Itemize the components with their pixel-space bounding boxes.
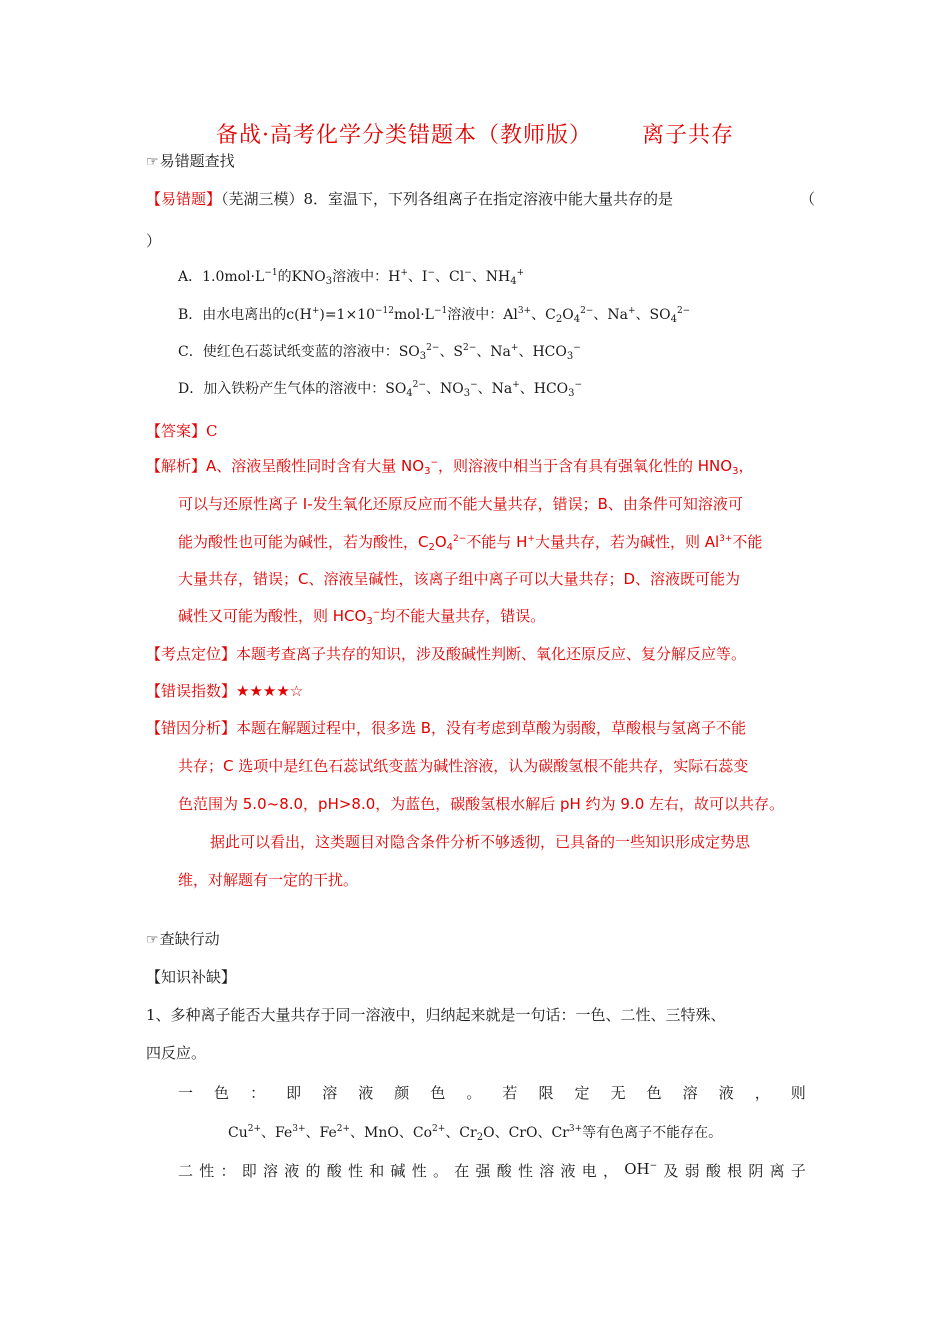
erxing-char: 性 [518, 1162, 534, 1180]
erxing-char: 离 [769, 1162, 785, 1180]
yise-char: 一 [178, 1084, 194, 1102]
erxing-char: OH− [624, 1160, 658, 1178]
yise-char: 限 [538, 1084, 554, 1102]
yise-char: 定 [574, 1084, 590, 1102]
erxing-char: 根 [727, 1162, 743, 1180]
yise-char: 即 [286, 1084, 302, 1102]
kaodian-line: 【考点定位】本题考查离子共存的知识，涉及酸碱性判断、氧化还原反应、复分解反应等。 [146, 645, 747, 663]
analysis-line-1: 【解析】A、溶液呈酸性同时含有大量 $NO_3^-$，则溶液中相当于含有具有强氧化性的 $HNO_3$， [146, 457, 754, 477]
yise-char: 液 [718, 1084, 734, 1102]
hand-pointing-icon: ☞ [146, 932, 159, 948]
erxing-char: ， [603, 1162, 619, 1180]
error-index-label: 【错误指数】 [146, 682, 237, 700]
option-b: B．由水电离出的$c(H^+)=1\times 10^{-12}mol\cdot L^{-1}$溶液中：$Al^{3+}$、$C_2O_4^{2-}$、Na+、$SO_4^{2-}$ [178, 306, 691, 325]
erxing-char: 在 [454, 1162, 470, 1180]
one-color-line [178, 1082, 806, 1103]
section-label: 易错题查找 [159, 152, 235, 170]
erxing-char: 和 [369, 1162, 385, 1180]
erxing-char: 酸 [705, 1162, 721, 1180]
erxing-char: 酸 [496, 1162, 512, 1180]
erxing-char: 溶 [263, 1162, 279, 1180]
yise-char: 色 [430, 1084, 446, 1102]
analysis-line-5: 碱性又可能为酸性，则 $HCO_3^-$均不能大量共存，错误。 [178, 607, 546, 627]
erxing-char: 。 [433, 1162, 449, 1180]
knowledge-p1-line2: 四反应。 [146, 1044, 207, 1062]
yise-char: 若 [502, 1084, 518, 1102]
error-cause-line-2: 共存；C 选项中是红色石蕊试纸变蓝为碱性溶液，认为碳酸氢根不能共存，实际石蕊变 [178, 757, 749, 775]
question-text: （芜湖三模）8．室温下，下列各组离子在指定溶液中能大量共存的是 [221, 190, 674, 208]
erxing-char: 电 [581, 1162, 597, 1180]
erxing-char: 液 [560, 1162, 576, 1180]
erxing-char: 的 [305, 1162, 321, 1180]
hand-pointing-icon: ☞ [146, 154, 159, 170]
analysis-line-2: 可以与还原性离子 I-发生氧化还原反应而不能大量共存，错误；B、由条件可知溶液可 [178, 495, 743, 513]
erxing-char: 及 [663, 1162, 679, 1180]
yise-char: 颜 [394, 1084, 410, 1102]
erxing-char: 性 [199, 1162, 215, 1180]
erxing-char: 性 [411, 1162, 427, 1180]
section-heading-fill-gaps [146, 928, 220, 949]
page-title [0, 118, 950, 149]
erxing-char: 阴 [748, 1162, 764, 1180]
erxing-char: 溶 [539, 1162, 555, 1180]
erxing-char: 液 [284, 1162, 300, 1180]
yise-char: 色 [214, 1084, 230, 1102]
error-cause-line-1: 【错因分析】本题在解题过程中，很多选 B，没有考虑到草酸为弱酸，草酸根与氢离子不能 [146, 719, 747, 737]
erxing-char: 弱 [684, 1162, 700, 1180]
option-a: A．$1.0mol\cdot L^{-1}$的$KNO_3$溶液中：H+、I−、Cl−、$NH_4^+$ [178, 268, 525, 287]
title-main: 备战·高考化学分类错题本（教师版） [215, 123, 592, 148]
yise-char: 溶 [322, 1084, 338, 1102]
answer-paren-close: ） [146, 232, 162, 250]
knowledge-heading: 【知识补缺】 [146, 968, 237, 986]
yise-char: 色 [646, 1084, 662, 1102]
answer-line: 【答案】C [146, 422, 218, 440]
error-cause-line-3: 色范围为 5.0~8.0，pH>8.0，为蓝色，碳酸氢根水解后 pH 约为 9.0 左右，故可以共存。 [178, 795, 785, 813]
erxing-char: 酸 [326, 1162, 342, 1180]
option-d: D．加入铁粉产生气体的溶液中：$SO_4^{2-}$、$NO_3^-$、Na+、$HCO_3^-$ [178, 380, 583, 399]
error-cause-line-4: 据此可以看出，这类题目对隐含条件分析不够透彻，已具备的一些知识形成定势思 [210, 833, 751, 851]
erxing-char: 碱 [390, 1162, 406, 1180]
question-line [146, 188, 673, 209]
erxing-char: 性 [348, 1162, 364, 1180]
yise-char: 则 [790, 1084, 806, 1102]
star-rating-icon: ★★★★☆ [236, 682, 304, 700]
section-heading-find-errors [146, 150, 235, 171]
colored-ions-line: $Cu^{2+}$、$Fe^{3+}$、$Fe^{2+}$、MnO、$Co^{2+}$、$Cr_2O$、CrO、$Cr^{3+}$等有色离子不能存在。 [228, 1124, 723, 1143]
yise-char: 。 [466, 1084, 482, 1102]
error-cause-line-5: 维，对解题有一定的干扰。 [178, 871, 359, 889]
two-property-line [178, 1160, 806, 1181]
yise-char: 无 [610, 1084, 626, 1102]
option-c: C．使红色石蕊试纸变蓝的溶液中：$SO_3^{2-}$、$S^{2-}$、Na+、$HCO_3^-$ [178, 343, 581, 362]
title-topic: 离子共存 [641, 123, 734, 148]
error-index-line [146, 680, 303, 701]
yise-char: ， [754, 1084, 770, 1102]
section-label: 查缺行动 [159, 930, 220, 948]
erxing-char: 即 [241, 1162, 257, 1180]
yise-char: ： [250, 1084, 266, 1102]
knowledge-p1-line1: 1、多种离子能否大量共存于同一溶液中，归纳起来就是一句话：一色、二性、三特殊、 [146, 1006, 726, 1024]
erxing-char: 子 [790, 1162, 806, 1180]
yise-char: 溶 [682, 1084, 698, 1102]
analysis-line-3: 能为酸性也可能为碱性，若为酸性，$C_2O_4^{2-}$不能与 H+大量共存，若为碱性，则 $Al^{3+}$不能 [178, 533, 763, 553]
yise-char: 液 [358, 1084, 374, 1102]
analysis-line-4: 大量共存，错误；C、溶液呈碱性，该离子组中离子可以大量共存；D、溶液既可能为 [178, 570, 741, 588]
answer-paren-open: （ [800, 190, 816, 208]
erxing-char: ： [220, 1162, 236, 1180]
erxing-char: 二 [178, 1162, 194, 1180]
erxing-char: 强 [475, 1162, 491, 1180]
question-tag: 【易错题】 [146, 190, 222, 208]
